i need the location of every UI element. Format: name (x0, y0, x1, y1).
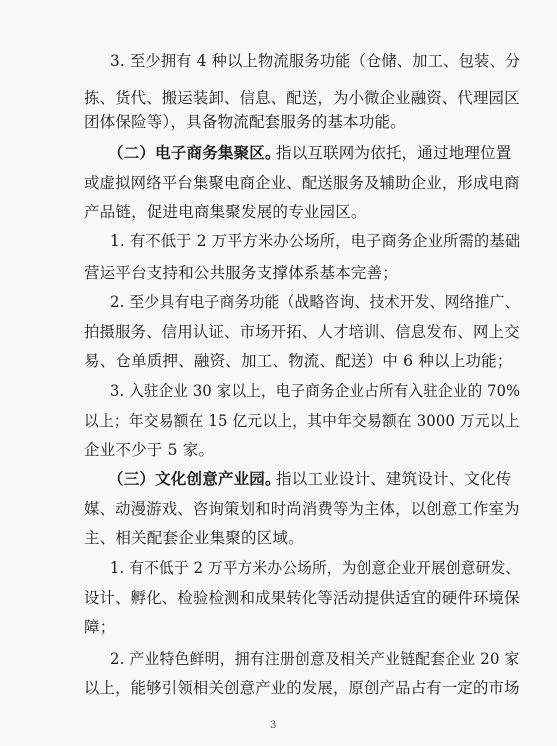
text-line: 3. 至少拥有 4 种以上物流服务功能（仓储、加工、包装、分 (110, 52, 521, 70)
text-line: 拍摄服务、信用认证、市场开拓、人才培训、信息发布、网上交 (84, 323, 520, 341)
text-line: 团体保险等），具备物流配套服务的基本功能。 (84, 113, 406, 131)
text-line: 1. 有不低于 2 万平方米办公场所，电子商务企业所需的基础 (110, 232, 521, 250)
text-line: 企业不少于 5 家。 (84, 441, 215, 459)
text-line: 设计、孵化、检验检测和成果转化等活动提供适宜的硬件环境保 (84, 589, 520, 607)
text-line: 营运平台支持和公共服务支撑体系基本完善； (84, 264, 399, 282)
text-line: 以上，能够引领相关创意产业的发展，原创产品占有一定的市场 (84, 679, 520, 697)
text-line: 易、仓单质押、融资、加工、物流、配送）中 6 种以上功能； (84, 352, 513, 370)
text-line: 指以工业设计、建筑设计、文化传 (276, 470, 512, 488)
text-line: 媒、动漫游戏、咨询策划和时尚消费等为主体，以创意工作室为 (84, 500, 520, 518)
text-line: 1. 有不低于 2 万平方米办公场所，为创意企业开展创意研发、 (110, 559, 521, 577)
text-line: 主、相关配套企业集聚的区域。 (84, 529, 304, 547)
text-line: 2. 产业特色鲜明，拥有注册创意及相关产业链配套企业 20 家 (110, 650, 520, 668)
page-number: 3 (270, 720, 277, 731)
text-line: 拣、货代、搬运装卸、信息、配送，为小微企业融资、代理园区 (84, 89, 520, 107)
text-line: 指以互联网为依托，通过地理位置 (276, 144, 512, 162)
text-line: 产品链，促进电商集聚发展的专业园区。 (84, 203, 367, 221)
text-line: 或虚拟网络平台集聚电商企业、配送服务及辅助企业，形成电商 (84, 174, 520, 192)
text-line: 障； (84, 618, 116, 636)
section-heading: （二）电子商务集聚区。 (108, 143, 281, 162)
text-line: 以上；年交易额在 15 亿元以上，其中年交易额在 3000 万元以上 (84, 412, 520, 430)
text-line: 3. 入驻企业 30 家以上，电子商务企业占所有入驻企业的 70% (110, 382, 521, 400)
text-line: 2. 至少具有电子商务功能（战略咨询、技术开发、网络推广、 (110, 293, 520, 311)
section-heading: （三）文化创意产业园。 (108, 469, 281, 488)
